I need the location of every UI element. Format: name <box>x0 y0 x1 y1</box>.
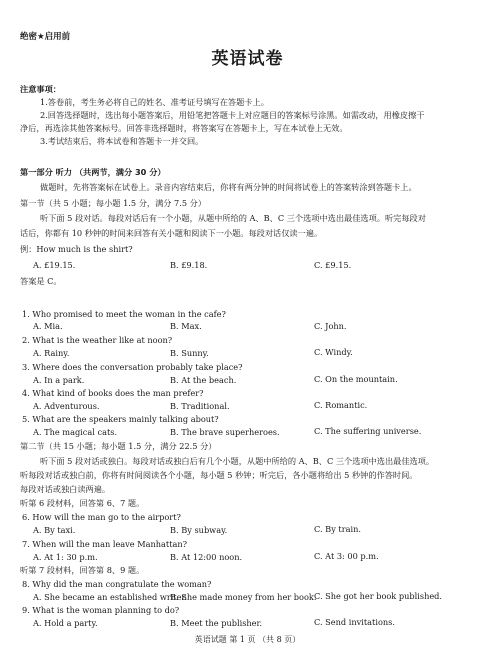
question-1: 1. Who promised to meet the woman in the cafe? <box>22 309 226 319</box>
notice-item-3: 3.考试结束后，将本试卷和答题卡一并交回。 <box>40 136 204 146</box>
section1-heading: 第一节（共 5 小题；每小题 1.5 分，满分 7.5 分） <box>20 198 207 208</box>
notice-item-1: 1.答卷前，考生务必将自己的姓名、准考证号填写在答题卡上。 <box>40 97 269 107</box>
notice-item-2: 2.回答选择题时，选出每小题答案后，用铅笔把答题卡上对应题目的答案标号涂黑。如需改动，用橡皮擦干 <box>40 110 425 120</box>
section2-instruction-2: 听每段对话或独白前，你将有时间阅读各个小题，每小题 5 秒钟；听完后，各小题将给出 5 秒钟的作答时间。 <box>20 470 418 480</box>
part1-intro: 做题时，先将答案标在试卷上。录音内容结束后，你将有两分钟的时间将试卷上的答案转涂到答题卡上。 <box>40 182 417 192</box>
q6-option-c: C. By train. <box>314 524 362 534</box>
q4-option-c: C. Romantic. <box>314 400 368 410</box>
confidential-label: 绝密★启用前 <box>20 32 71 42</box>
q7-option-c: C. At 3: 00 p.m. <box>314 551 379 561</box>
q8-option-b: B. She made money from her book. <box>170 592 317 602</box>
q9-option-a: A. Hold a party. <box>33 618 98 628</box>
q1-option-c: C. John. <box>314 321 347 331</box>
q5-option-c: C. The suffering universe. <box>314 426 422 436</box>
q1-option-a: A. Mia. <box>33 321 63 331</box>
question-8: 8. Why did the man congratulate the woman? <box>22 579 212 589</box>
example-option-c: C. £9.15. <box>314 260 352 270</box>
q9-option-c: C. Send invitations. <box>314 617 395 627</box>
group-7-instruction: 听第 7 段材料，回答第 8、9 题。 <box>20 565 145 575</box>
question-9: 9. What is the woman planning to do? <box>22 605 180 615</box>
question-3: 3. Where does the conversation probably take place? <box>22 362 243 372</box>
q6-option-a: A. By taxi. <box>33 525 76 535</box>
example-question: 例：How much is the shirt? <box>20 244 133 254</box>
page-title: 英语试卷 <box>211 49 284 69</box>
group-6-instruction: 听第 6 段材料，回答第 6、7 题。 <box>20 498 145 508</box>
q2-option-c: C. Windy. <box>314 347 353 357</box>
q8-option-a: A. She became an established writer. <box>33 592 188 602</box>
q1-option-b: B. Max. <box>170 321 202 331</box>
q7-option-b: B. At 12:00 noon. <box>170 552 243 562</box>
q3-option-c: C. On the mountain. <box>314 374 398 384</box>
q9-option-b: B. Meet the publisher. <box>170 618 263 628</box>
q5-option-a: A. The magical cats. <box>33 427 118 437</box>
notice-heading: 注意事项： <box>20 84 61 94</box>
q3-option-a: A. In a park. <box>33 375 85 385</box>
q4-option-a: A. Adventurous. <box>33 401 100 411</box>
example-answer: 答案是 C。 <box>20 276 62 286</box>
q8-option-c: C. She got her book published. <box>314 591 443 601</box>
q5-option-b: B. The brave superheroes. <box>170 427 280 437</box>
part1-heading: 第一部分 听力 （共两节，满分 30 分） <box>20 167 166 177</box>
notice-item-2-cont: 净后，再选涂其他答案标号。回答非选择题时，将答案写在答题卡上，写在本试卷上无效。 <box>20 123 348 133</box>
question-4: 4. What kind of books does the man prefer? <box>22 388 204 398</box>
question-6: 6. How will the man go to the airport? <box>22 512 181 522</box>
section1-instruction-1: 听下面 5 段对话。每段对话后有一个小题，从题中所给的 A、B、C 三个选项中选出最佳选项。听完每段对 <box>40 213 426 223</box>
q3-option-b: B. At the beach. <box>170 375 237 385</box>
example-option-b: B. £9.18. <box>170 260 208 270</box>
question-7: 7. When will the man leave Manhattan? <box>22 539 188 549</box>
q6-option-b: B. By subway. <box>170 525 228 535</box>
question-2: 2. What is the weather like at noon? <box>22 335 173 345</box>
page-footer: 英语试题 第 1 页 （共 8 页） <box>194 635 301 644</box>
example-option-a: A. £19.15. <box>33 260 76 270</box>
q2-option-a: A. Rainy. <box>33 348 70 358</box>
q7-option-a: A. At 1: 30 p.m. <box>33 552 98 562</box>
section2-instruction-1: 听下面 5 段对话或独白。每段对话或独白后有几个小题，从题中所给的 A、B、C 三个选项中选出最佳选项。 <box>40 456 435 466</box>
q4-option-b: B. Traditional. <box>170 401 230 411</box>
question-5: 5. What are the speakers mainly talking about? <box>22 414 219 424</box>
section2-instruction-3: 每段对话或独白读两遍。 <box>20 484 111 494</box>
q2-option-b: B. Sunny. <box>170 348 209 358</box>
section1-instruction-2: 话后，你都有 10 秒钟的时间来回答有关小题和阅读下一小题。每段对话仅读一遍。 <box>20 228 323 238</box>
section2-heading: 第二节（共 15 小题；每小题 1.5 分，满分 22.5 分） <box>20 441 217 451</box>
